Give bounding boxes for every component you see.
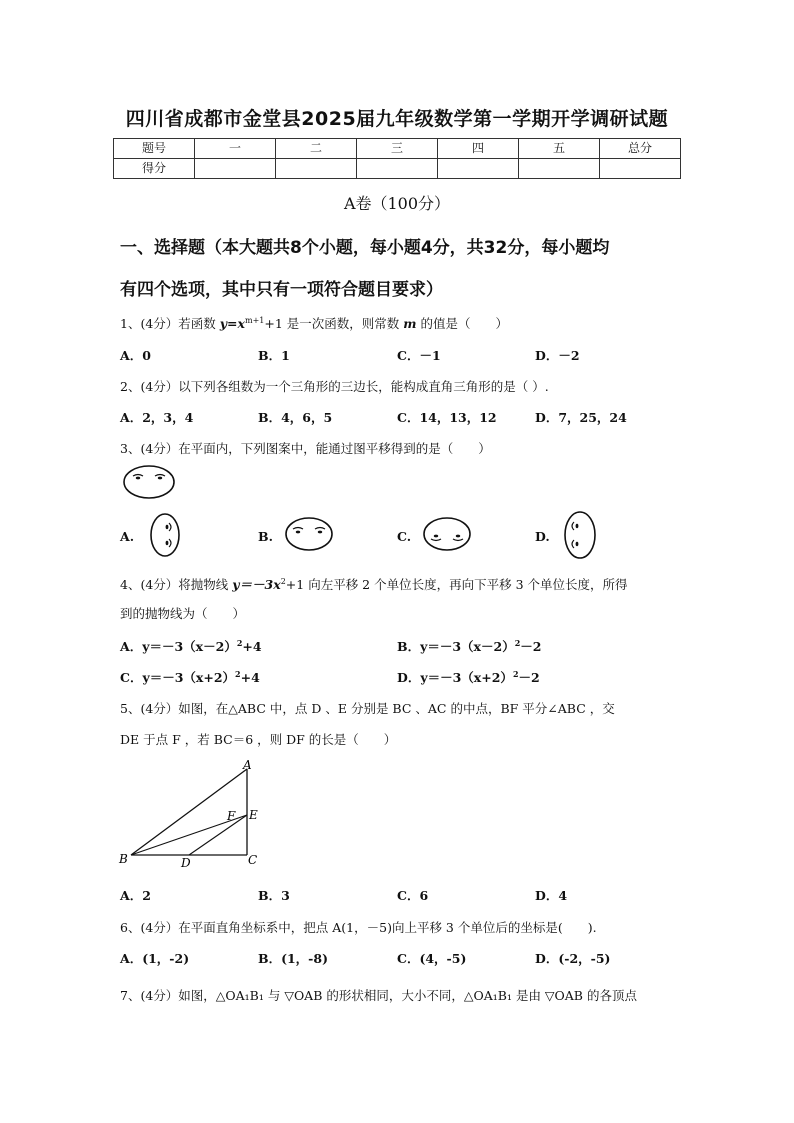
score-table-header-cell: 题号 <box>114 139 195 159</box>
question-1 <box>120 314 508 332</box>
q3-original-face-figure <box>121 463 177 501</box>
q4-option-a-expr: y＝－3（x－2） <box>142 639 237 654</box>
q4-tail: +1 向左平移 2 个单位长度，再向下平移 3 个单位长度，所得 <box>285 577 628 592</box>
score-table-header-cell: 一 <box>195 139 276 159</box>
q6-option-d[interactable]: D．(-2，-5) <box>535 951 611 966</box>
q5-triangle-figure <box>115 760 275 872</box>
q3-option-d-face-figure[interactable] <box>560 508 600 562</box>
question-6: 6、(4分）在平面直角坐标系中，把点 A(1，－5)向上平移 3 个单位后的坐标是( ). <box>120 920 597 935</box>
q4-option-c-expr: y＝－3（x+2） <box>142 670 236 685</box>
q4-option-b-tail: －2 <box>520 639 542 654</box>
q5-option-b[interactable]: B．3 <box>258 888 290 903</box>
question-5-line2: DE 于点 F ，若 BC＝6 ，则 DF 的长是（ ） <box>120 732 397 747</box>
q5-option-d[interactable]: D．4 <box>535 888 568 903</box>
q4-option-a[interactable] <box>120 637 262 655</box>
q1-tail: +1 是一次函数，则常数 <box>264 316 400 331</box>
q3-option-b[interactable]: B. <box>258 529 273 544</box>
q4-option-d-exp: 2 <box>512 668 519 679</box>
q1-prefix: 1、(4分）若函数 <box>120 316 216 331</box>
q4-option-b-label: B． <box>397 639 421 654</box>
q4-option-d-label: D． <box>397 670 421 685</box>
score-cell <box>276 159 357 179</box>
q4-option-b-exp: 2 <box>514 637 521 648</box>
question-3: 3、(4分）在平面内，下列图案中，能通过图平移得到的是（ ） <box>120 441 491 456</box>
question-2: 2、(4分）以下列各组数为一个三角形的三边长，能构成直角三角形的是（ ）. <box>120 379 549 394</box>
label-f: F <box>227 809 236 823</box>
score-table-score-row <box>114 159 681 179</box>
q4-exp: 2 <box>280 576 286 586</box>
label-d: D <box>181 856 191 870</box>
page-title: 四川省成都市金堂县2025届九年级数学第一学期开学调研试题 <box>125 108 669 130</box>
q4-option-d-tail: －2 <box>518 670 540 685</box>
label-c: C <box>248 853 258 867</box>
score-table-header-cell: 三 <box>357 139 438 159</box>
score-cell <box>357 159 438 179</box>
score-cell <box>438 159 519 179</box>
q4-option-d[interactable] <box>397 668 540 686</box>
q1-end: 的值是（ ） <box>420 316 508 331</box>
score-table-header-cell: 四 <box>438 139 519 159</box>
q3-option-d[interactable]: D. <box>535 529 550 544</box>
label-b: B <box>119 852 128 866</box>
question-4-line2: 到的抛物线为（ ） <box>120 606 246 621</box>
q6-option-c[interactable]: C．(4，-5) <box>397 951 467 966</box>
q4-option-c-exp: 2 <box>235 668 241 679</box>
score-table-header-row <box>114 139 681 159</box>
part1-heading-line2: 有四个选项，其中只有一项符合题目要求） <box>120 280 443 300</box>
q2-option-b[interactable]: B．4，6，5 <box>258 410 333 425</box>
q1-exp: m+1 <box>244 315 265 325</box>
q5-option-a[interactable]: A．2 <box>120 888 151 903</box>
section-a-heading: A卷（100分） <box>343 194 451 213</box>
score-cell <box>519 159 600 179</box>
q4-func: y＝－3x <box>232 577 281 592</box>
q4-option-c[interactable] <box>120 668 260 686</box>
q4-prefix: 4、(4分）将抛物线 <box>120 577 229 592</box>
q6-option-a[interactable]: A．(1，-2) <box>120 951 190 966</box>
q2-option-d[interactable]: D．7，25，24 <box>535 410 627 425</box>
q5-option-c[interactable]: C．6 <box>397 888 429 903</box>
score-cell <box>195 159 276 179</box>
score-table-header-cell: 五 <box>519 139 600 159</box>
q3-option-c-face-figure[interactable] <box>421 515 473 553</box>
question-5-line1: 5、(4分）如图，在△ABC 中，点 D 、E 分别是 BC 、AC 的中点，BF 平分∠ABC ，交 <box>120 701 615 716</box>
score-table-header-cell: 总分 <box>600 139 681 159</box>
q4-option-c-label: C． <box>120 670 143 685</box>
score-table-header-cell: 二 <box>276 139 357 159</box>
q4-option-b[interactable] <box>397 637 541 655</box>
question-7: 7、(4分）如图，△OA₁B₁ 与 ▽OAB 的形状相同，大小不同，△OA₁B₁ 是由 ▽OAB 的各顶点 <box>120 988 637 1003</box>
q1-func: y=x <box>219 316 245 331</box>
q4-option-b-expr: y＝－3（x－2） <box>420 639 515 654</box>
q4-option-c-tail: +4 <box>240 670 260 685</box>
q4-option-d-expr: y＝－3（x+2） <box>420 670 513 685</box>
q1-option-c[interactable]: C．－1 <box>397 348 441 363</box>
q2-option-a[interactable]: A．2，3，4 <box>120 410 194 425</box>
q1-option-d[interactable]: D．－2 <box>535 348 580 363</box>
score-row-label: 得分 <box>114 159 195 179</box>
q4-option-a-exp: 2 <box>236 637 243 648</box>
label-e: E <box>249 808 258 822</box>
q6-option-b[interactable]: B．(1，-8) <box>258 951 328 966</box>
question-4-line1 <box>120 575 628 593</box>
q1-var: m <box>403 316 417 331</box>
q1-option-b[interactable]: B．1 <box>258 348 290 363</box>
q4-option-a-label: A． <box>120 639 143 654</box>
q1-option-a[interactable]: A．0 <box>120 348 151 363</box>
segment-de <box>189 815 247 855</box>
score-table <box>113 138 681 179</box>
score-cell <box>600 159 681 179</box>
part1-heading-line1: 一、选择题（本大题共8个小题，每小题4分，共32分，每小题均 <box>120 238 610 258</box>
q3-option-a[interactable]: A. <box>120 529 135 544</box>
q3-option-c[interactable]: C. <box>397 529 412 544</box>
label-a: A <box>243 760 252 772</box>
q3-option-a-face-figure[interactable] <box>146 510 184 560</box>
q3-option-b-face-figure[interactable] <box>283 515 335 553</box>
q4-option-a-tail: +4 <box>242 639 262 654</box>
q2-option-c[interactable]: C．14，13，12 <box>397 410 497 425</box>
